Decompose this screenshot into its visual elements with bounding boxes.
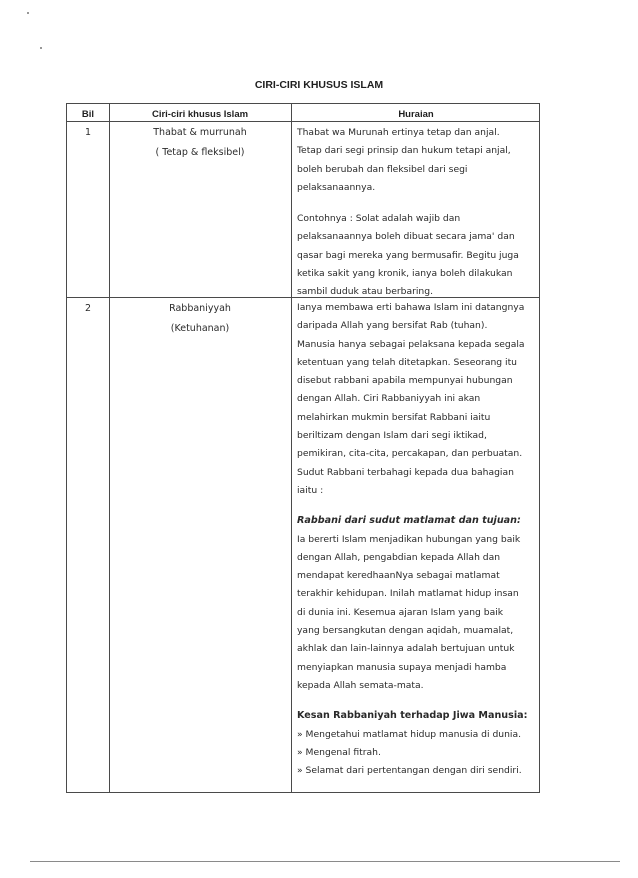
text-line: daripada Allah yang bersifat Rab (tuhan). (297, 320, 488, 332)
row1-huraian (297, 124, 539, 302)
text-line: ketika sakit yang kronik, ianya boleh dilakukan (297, 268, 513, 280)
text-line: pelaksanaannya. (297, 181, 376, 193)
text-line: ketentuan yang telah ditetapkan. Seseorang itu (297, 356, 518, 368)
text-line: Ianya membawa erti bahawa Islam ini datangnya (297, 302, 525, 313)
text-line: Thabat wa Murunah ertinya tetap dan anjal. (297, 127, 500, 138)
row1-ciri (109, 123, 291, 163)
row2-huraian (297, 299, 539, 780)
ciri-line: Rabbaniyyah (169, 303, 231, 314)
page-bottom-line (30, 861, 620, 862)
text-line: iaitu : (297, 484, 324, 496)
text-line: Tetap dari segi prinsip dan hukum tetapi anjal, (297, 145, 511, 157)
paragraph-gap (297, 197, 539, 210)
header-divider (67, 121, 539, 122)
header-ciri: Ciri-ciri khusus Islam (151, 109, 249, 120)
text-line: disebut rabbani apabila mempunyai hubungan (297, 375, 513, 387)
row2-ciri (109, 299, 291, 339)
text-line: yang bersangkutan dengan aqidah, muamalat, (297, 625, 514, 637)
subheading-kesan: Kesan Rabbaniyah terhadap Jiwa Manusia: (297, 710, 528, 722)
text-line: » Mengetahui matlamat hidup manusia di dunia. (297, 728, 522, 740)
column-divider (291, 104, 292, 792)
subheading-matlamat: Rabbani dari sudut matlamat dan tujuan: (297, 515, 521, 527)
text-line: dengan Allah. Ciri Rabbaniyyah ini akan (297, 393, 481, 405)
text-line: kepada Allah semata-mata. (297, 679, 424, 691)
ciri-line: (Ketuhanan) (170, 323, 230, 334)
text-line: qasar bagi mereka yang bermusafir. Begitu juga (297, 249, 519, 261)
text-line: mendapat keredhaanNya sebagai matlamat (297, 570, 500, 582)
scan-speck (40, 47, 42, 49)
row1-bil: 1 (84, 127, 92, 138)
text-line: terakhir kehidupan. Inilah matlamat hidup insan (297, 588, 519, 600)
ciri-line: Thabat & murrunah (153, 127, 247, 138)
ciri-table (66, 103, 540, 793)
text-line: Contohnya : Solat adalah wajib dan (297, 213, 461, 225)
text-line: melahirkan mukmin bersifat Rabbani iaitu (297, 411, 491, 423)
text-line: menyiapkan manusia supaya menjadi hamba (297, 661, 507, 673)
text-line: Sudut Rabbani terbahagi kepada dua bahagian (297, 466, 514, 478)
ciri-line: ( Tetap & fleksibel) (155, 147, 245, 158)
text-line: Manusia hanya sebagai pelaksana kepada segala (297, 338, 525, 350)
text-line: dengan Allah, pengabdian kepada Allah dan (297, 551, 501, 563)
text-line: » Mengenal fitrah. (297, 746, 381, 758)
scan-speck (27, 12, 29, 14)
column-divider (109, 104, 110, 792)
text-line: pelaksanaannya boleh dibuat secara jama' dan (297, 231, 515, 243)
header-bil: Bil (81, 109, 95, 120)
header-huraian: Huraian (398, 109, 434, 120)
text-line: Ia bererti Islam menjadikan hubungan yang baik (297, 533, 521, 545)
text-line: » Selamat dari pertentangan dengan diri sendiri. (297, 765, 522, 777)
text-line: akhlak dan lain-lainnya adalah bertujuan untuk (297, 643, 515, 655)
text-line: sambil duduk atau berbaring. (297, 286, 434, 298)
text-line: pemikiran, cita-cita, percakapan, dan perbuatan. (297, 448, 523, 460)
row2-bil: 2 (84, 303, 92, 314)
page-title: CIRI-CIRI KHUSUS ISLAM (254, 79, 384, 91)
text-line: boleh berubah dan fleksibel dari segi (297, 163, 468, 175)
text-line: beriltizam dengan Islam dari segi iktikad, (297, 430, 487, 442)
text-line: di dunia ini. Kesemua ajaran Islam yang baik (297, 606, 504, 618)
